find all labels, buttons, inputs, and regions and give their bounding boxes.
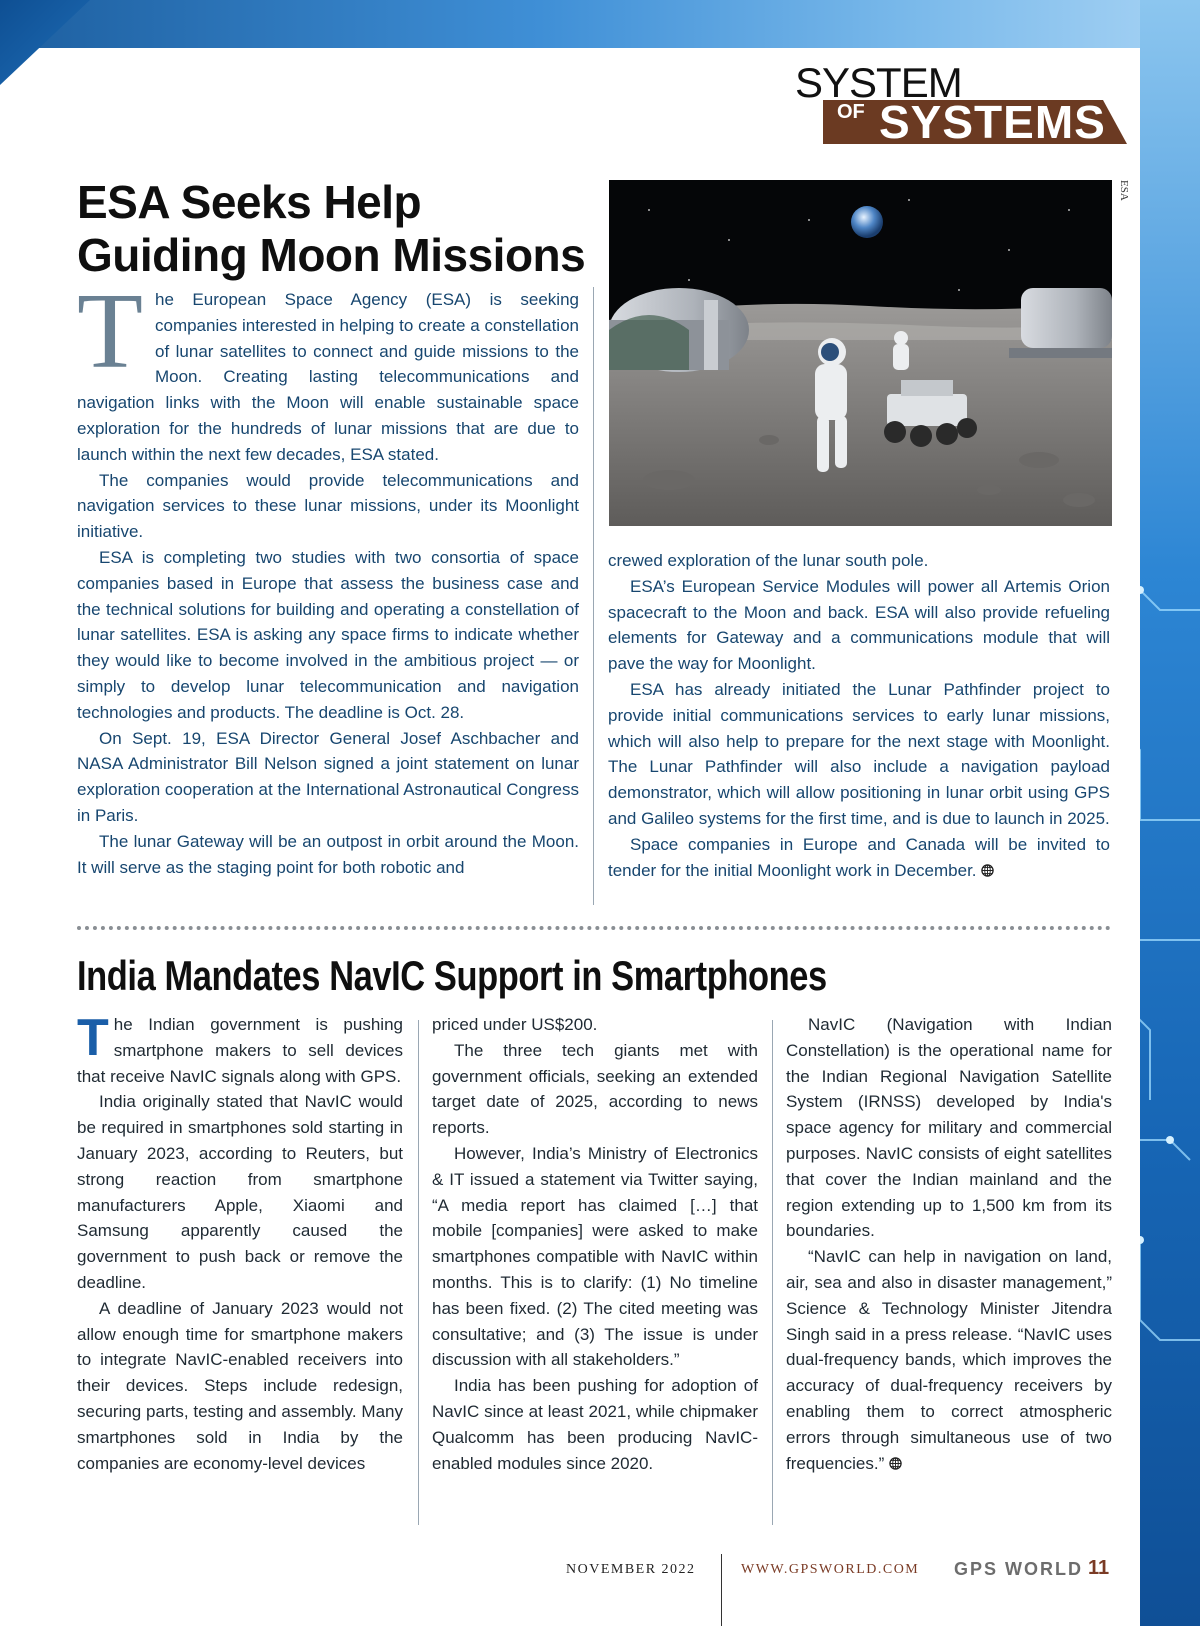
article1-dropcap: T — [77, 272, 143, 391]
magazine-name: GPS WORLD — [954, 1559, 1083, 1579]
issue-date: NOVEMBER 2022 — [566, 1562, 696, 1577]
article1-paragraph-last — [608, 832, 1110, 884]
photo-credit: ESA — [1118, 180, 1130, 201]
article2-paragraph-text: “NavIC can help in navigation on land, air, sea and also in disaster management,” Science & Technology Minister Jitendra Singh said in a press release. “NavIC uses dual-frequency bands, which improves the accuracy of dual-frequency receivers by enabling them to correct atmospheric errors through simultaneous use of two frequencies.” — [786, 1247, 1112, 1473]
article1-column-2 — [608, 548, 1110, 883]
article1-paragraph: ESA is completing two studies with two consortia of space companies based in Europe that assess the business case and the technical solutions for building and operating a constellation of lunar satellites. ESA is asking any space firms to indicate whether they would like to become involved in the ambitious project — or simply to develop lunar telecommunication and navigation technologies and products. The deadline is Oct. 28. — [77, 547, 579, 722]
website-link[interactable]: WWW.GPSWORLD.COM — [741, 1562, 920, 1577]
article1-paragraph: he European Space Agency (ESA) is seeking companies interested in helping to create a constellation of lunar satellites to connect and guide missions to the Moon. Creating lasting telecommunications and navigation links with the Moon will enable sustainable space exploration for the hundreds of lunar missions that are due to launch within the next few decades, ESA stated. — [77, 290, 579, 464]
column-divider — [593, 287, 594, 905]
article2-paragraph: he Indian government is pushing smartphone makers to sell devices that receive NavIC signals along with GPS. — [77, 1015, 403, 1086]
globe-icon — [981, 864, 994, 877]
article2-paragraph-last — [786, 1244, 1112, 1476]
article1-paragraph: On Sept. 19, ESA Director General Josef Aschbacher and NASA Administrator Bill Nelson signed a joint statement on lunar exploration cooperation at the International Astronautical Congress in Paris. — [77, 728, 579, 825]
column-divider — [772, 1020, 773, 1525]
article2-paragraph: A deadline of January 2023 would not allow enough time for smartphone makers to integrate NavIC-enabled receivers into their devices. Steps include redesign, securing parts, testing and assembly. Many smartphones sold in India by the companies are economy-level devices — [77, 1298, 403, 1473]
article1-paragraph: ESA has already initiated the Lunar Pathfinder project to provide initial communications services to early lunar missions, which will also help to prepare for the next stage with Moonlight. The Lunar Pathfinder will also include a navigation payload demonstrator, which will allow positioning in lunar orbit using GPS and Galileo systems for the first time, and is due to launch in 2025. — [608, 679, 1110, 828]
article2-column-3 — [786, 1012, 1112, 1476]
article2-paragraph: The three tech giants met with government officials, seeking an extended target date of 2025, according to news reports. — [432, 1040, 758, 1138]
article1-column-1 — [77, 272, 579, 880]
article2-paragraph: priced under US$200. — [432, 1015, 598, 1034]
logo-systems-text: SYSTEMS — [879, 96, 1106, 148]
article2-column-1 — [77, 1009, 403, 1476]
column-divider — [418, 1020, 419, 1525]
article1-paragraph-text: Space companies in Europe and Canada will be invited to tender for the initial Moonlight work in December. — [608, 834, 1110, 880]
article1-paragraph: ESA’s European Service Modules will power all Artemis Orion spacecraft to the Moon and back. ESA will also provide refueling elements for Gateway and a communications module that will pave the way for Moonlight. — [608, 576, 1110, 674]
logo-system-text: SYSTEM — [795, 59, 962, 106]
article2-paragraph: India originally stated that NavIC would be required in smartphones sold starting in January 2023, according to Reuters, but strong reaction from smartphone manufacturers Apple, Xiaomi and Samsung apparently caused the government to push back or remove the deadline. — [77, 1092, 403, 1292]
section-logo — [795, 59, 1135, 148]
article2-column-2 — [432, 1012, 758, 1476]
article1-paragraph: The companies would provide telecommunications and navigation services to these lunar missions, under its Moonlight initiative. — [77, 470, 579, 542]
article2-paragraph: India has been pushing for adoption of NavIC since at least 2021, while chipmaker Qualcomm has been producing NavIC-enabled modules since 2020. — [432, 1376, 758, 1473]
article1-paragraph: The lunar Gateway will be an outpost in orbit around the Moon. It will serve as the staging point for both robotic and — [77, 831, 579, 877]
section-divider — [77, 926, 1111, 930]
article2-paragraph: However, India’s Ministry of Electronics & IT issued a statement via Twitter saying, “A media report has claimed […] that mobile [companies] were asked to make smartphones compatible with NavIC within months. This is to clarify: (1) No timeline has been fixed. (2) The cited meeting was consultative; and (3) The issue is under discussion with all stakeholders.” — [432, 1143, 758, 1370]
page-number: 11 — [1088, 1557, 1110, 1579]
article1-headline: ESA Seeks Help Guiding Moon Missions — [77, 176, 586, 281]
top-decorative-band — [0, 0, 1200, 48]
logo-of-text: OF — [837, 101, 865, 123]
footer-divider — [721, 1554, 722, 1626]
article2-headline: India Mandates NavIC Support in Smartphones — [77, 952, 827, 999]
article1-paragraph: crewed exploration of the lunar south pole. — [608, 551, 929, 570]
article2-paragraph: NavIC (Navigation with Indian Constellation) is the operational name for the Indian Regional Navigation Satellite System (IRNSS) developed by India's space agency for military and commercial purposes. NavIC consists of eight satellites that cover the Indian mainland and the region extending up to 1,500 km from its boundaries. — [786, 1015, 1112, 1241]
moon-base-illustration — [609, 180, 1112, 526]
article2-dropcap: T — [77, 1009, 109, 1067]
globe-icon — [889, 1457, 902, 1470]
